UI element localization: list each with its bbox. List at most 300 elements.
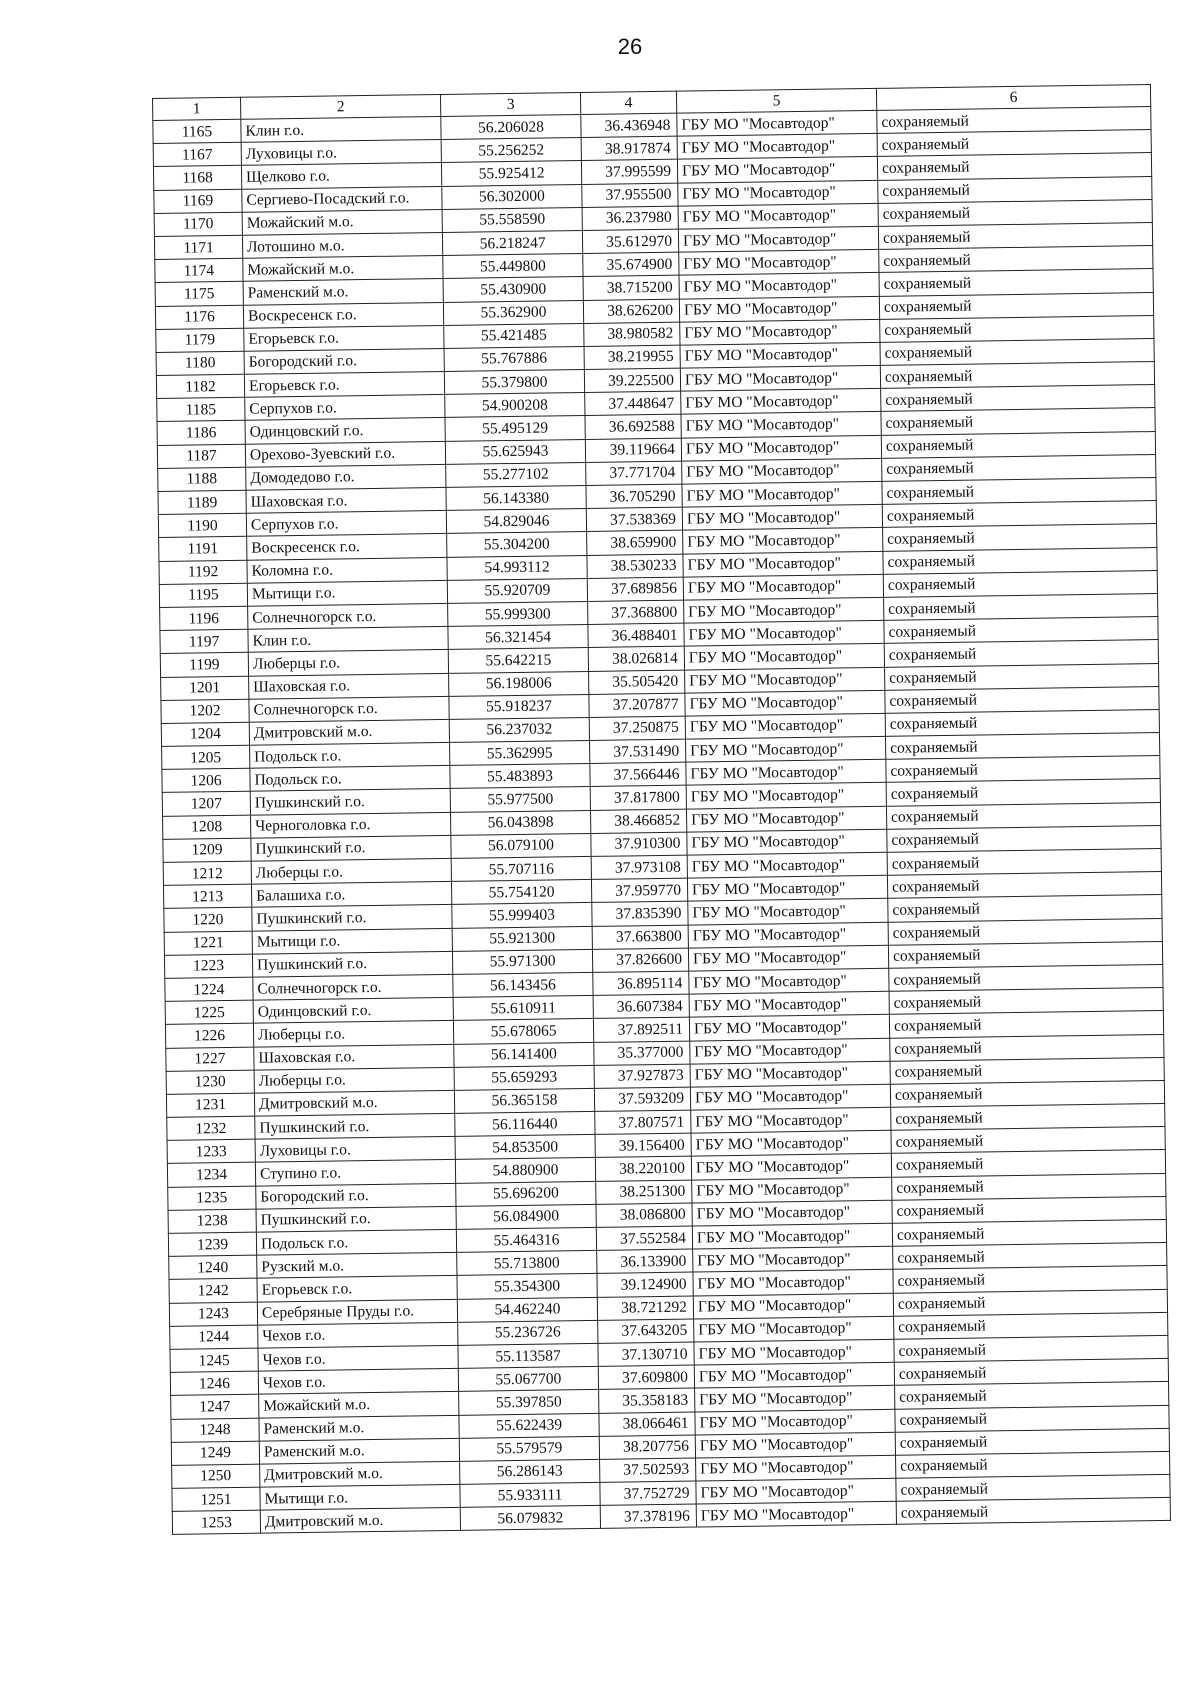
cell-latitude: 56.141400 xyxy=(454,1042,594,1067)
cell-municipality: Пушкинский г.о. xyxy=(252,905,452,931)
cell-longitude: 37.973108 xyxy=(591,855,687,880)
cell-municipality: Мытищи г.о. xyxy=(247,580,447,606)
header-col-5: 5 xyxy=(676,88,876,113)
cell-longitude: 35.612970 xyxy=(582,229,678,254)
cell-longitude: 37.663800 xyxy=(592,925,688,950)
cell-municipality: Серебряные Пруды г.о. xyxy=(257,1299,457,1325)
cell-latitude: 55.925412 xyxy=(441,161,581,186)
cell-municipality: Можайский м.о. xyxy=(259,1392,459,1418)
cell-row-number: 1199 xyxy=(160,653,248,677)
cell-status: сохраняемый xyxy=(878,176,1152,203)
cell-longitude: 39.156400 xyxy=(595,1133,691,1158)
cell-status: сохраняемый xyxy=(885,709,1159,736)
cell-latitude: 56.079832 xyxy=(460,1506,600,1531)
cell-municipality: Пушкинский г.о. xyxy=(252,951,452,977)
cell-row-number: 1192 xyxy=(159,560,247,584)
cell-status: сохраняемый xyxy=(884,640,1158,667)
cell-status: сохраняемый xyxy=(877,130,1151,157)
cell-latitude: 55.430900 xyxy=(443,277,583,302)
cell-latitude: 55.579579 xyxy=(459,1436,599,1461)
cell-latitude: 55.421485 xyxy=(444,323,584,348)
cell-status: сохраняемый xyxy=(878,199,1152,226)
cell-owner: ГБУ МО "Мосавтодор" xyxy=(687,829,887,855)
cell-owner: ГБУ МО "Мосавтодор" xyxy=(680,365,880,391)
cell-status: сохраняемый xyxy=(892,1219,1166,1246)
cell-row-number: 1182 xyxy=(156,374,244,398)
cell-row-number: 1189 xyxy=(158,490,246,514)
cell-longitude: 37.892511 xyxy=(593,1017,689,1042)
cell-status: сохраняемый xyxy=(886,779,1160,806)
cell-longitude: 36.607384 xyxy=(593,994,689,1019)
cell-owner: ГБУ МО "Мосавтодор" xyxy=(693,1270,893,1296)
cell-status: сохраняемый xyxy=(896,1498,1170,1525)
cell-row-number: 1175 xyxy=(155,282,243,306)
cell-municipality: Пушкинский г.о. xyxy=(251,835,451,861)
cell-latitude: 54.900208 xyxy=(445,393,585,418)
cell-owner: ГБУ МО "Мосавтодор" xyxy=(686,783,886,809)
cell-status: сохраняемый xyxy=(878,222,1152,249)
cell-owner: ГБУ МО "Мосавтодор" xyxy=(678,226,878,252)
cell-latitude: 55.483893 xyxy=(450,764,590,789)
cell-row-number: 1227 xyxy=(166,1047,254,1071)
cell-latitude: 55.495129 xyxy=(445,416,585,441)
cell-municipality: Раменский м.о. xyxy=(243,279,443,305)
cell-municipality: Подольск г.о. xyxy=(256,1229,456,1255)
cell-longitude: 37.955500 xyxy=(582,183,678,208)
cell-municipality: Мытищи г.о. xyxy=(260,1484,460,1510)
cell-owner: ГБУ МО "Мосавтодор" xyxy=(678,203,878,229)
cell-row-number: 1232 xyxy=(167,1116,255,1140)
cell-owner: ГБУ МО "Мосавтодор" xyxy=(695,1409,895,1435)
cell-status: сохраняемый xyxy=(880,315,1154,342)
cell-owner: ГБУ МО "Мосавтодор" xyxy=(684,620,884,646)
cell-row-number: 1188 xyxy=(158,467,246,491)
cell-status: сохраняемый xyxy=(882,454,1156,481)
cell-row-number: 1251 xyxy=(172,1487,260,1511)
cell-municipality: Луховицы г.о. xyxy=(255,1137,455,1163)
cell-status: сохраняемый xyxy=(887,825,1161,852)
cell-longitude: 38.466852 xyxy=(590,809,686,834)
data-table xyxy=(152,84,1171,1535)
cell-latitude: 56.321454 xyxy=(448,625,588,650)
cell-status: сохраняемый xyxy=(891,1127,1165,1154)
cell-latitude: 56.365158 xyxy=(454,1088,594,1113)
cell-longitude: 37.250875 xyxy=(589,716,685,741)
cell-longitude: 37.910300 xyxy=(591,832,687,857)
cell-owner: ГБУ МО "Мосавтодор" xyxy=(687,875,887,901)
cell-longitude: 37.927873 xyxy=(594,1064,690,1089)
cell-municipality: Можайский м.о. xyxy=(242,209,442,235)
cell-municipality: Сергиево-Посадский г.о. xyxy=(242,186,442,212)
cell-status: сохраняемый xyxy=(881,408,1155,435)
cell-municipality: Воскресенск г.о. xyxy=(243,302,443,328)
cell-longitude: 38.626200 xyxy=(583,299,679,324)
cell-row-number: 1204 xyxy=(161,722,249,746)
cell-owner: ГБУ МО "Мосавтодор" xyxy=(688,922,888,948)
cell-municipality: Лотошино м.о. xyxy=(242,232,442,258)
cell-status: сохраняемый xyxy=(877,153,1151,180)
cell-latitude: 55.277102 xyxy=(446,462,586,487)
cell-status: сохраняемый xyxy=(896,1451,1170,1478)
cell-status: сохраняемый xyxy=(890,1080,1164,1107)
cell-status: сохраняемый xyxy=(886,802,1160,829)
cell-row-number: 1234 xyxy=(167,1163,255,1187)
cell-municipality: Дмитровский м.о. xyxy=(260,1461,460,1487)
cell-owner: ГБУ МО "Мосавтодор" xyxy=(692,1200,892,1226)
cell-status: сохраняемый xyxy=(890,1057,1164,1084)
cell-longitude: 37.807571 xyxy=(595,1110,691,1135)
cell-municipality: Егорьевск г.о. xyxy=(244,372,444,398)
cell-owner: ГБУ МО "Мосавтодор" xyxy=(691,1131,891,1157)
page-number: 26 xyxy=(617,34,643,59)
cell-municipality: Егорьевск г.о. xyxy=(257,1276,457,1302)
cell-row-number: 1243 xyxy=(169,1302,257,1326)
cell-latitude: 55.696200 xyxy=(456,1181,596,1206)
cell-longitude: 37.771704 xyxy=(586,461,682,486)
cell-owner: ГБУ МО "Мосавтодор" xyxy=(681,412,881,438)
cell-owner: ГБУ МО "Мосавтодор" xyxy=(679,273,879,299)
cell-longitude: 35.377000 xyxy=(594,1041,690,1066)
cell-status: сохраняемый xyxy=(894,1312,1168,1339)
cell-status: сохраняемый xyxy=(884,593,1158,620)
cell-longitude: 39.225500 xyxy=(584,368,680,393)
cell-latitude: 55.933111 xyxy=(460,1482,600,1507)
cell-status: сохраняемый xyxy=(889,988,1163,1015)
cell-municipality: Солнечногорск г.о. xyxy=(253,974,453,1000)
cell-municipality: Дмитровский м.о. xyxy=(249,719,449,745)
cell-municipality: Дмитровский м.о. xyxy=(254,1090,454,1116)
cell-municipality: Шаховская г.о. xyxy=(249,673,449,699)
cell-latitude: 55.113587 xyxy=(458,1343,598,1368)
cell-status: сохраняемый xyxy=(887,872,1161,899)
cell-status: сохраняемый xyxy=(888,918,1162,945)
cell-owner: ГБУ МО "Мосавтодор" xyxy=(682,505,882,531)
cell-municipality: Богородский г.о. xyxy=(256,1183,456,1209)
cell-owner: ГБУ МО "Мосавтодор" xyxy=(680,342,880,368)
cell-row-number: 1206 xyxy=(162,768,250,792)
cell-row-number: 1196 xyxy=(160,606,248,630)
header-col-4: 4 xyxy=(580,91,676,114)
cell-owner: ГБУ МО "Мосавтодор" xyxy=(677,134,877,160)
cell-municipality: Чехов г.о. xyxy=(258,1345,458,1371)
cell-longitude: 36.237980 xyxy=(582,206,678,231)
cell-row-number: 1201 xyxy=(161,676,249,700)
cell-row-number: 1235 xyxy=(168,1186,256,1210)
header-col-2: 2 xyxy=(240,94,440,119)
cell-status: сохраняемый xyxy=(889,1011,1163,1038)
cell-row-number: 1168 xyxy=(153,166,241,190)
cell-row-number: 1242 xyxy=(169,1279,257,1303)
cell-municipality: Пушкинский г.о. xyxy=(255,1113,455,1139)
cell-longitude: 38.220100 xyxy=(595,1157,691,1182)
cell-municipality: Можайский м.о. xyxy=(243,256,443,282)
cell-status: сохраняемый xyxy=(887,848,1161,875)
cell-longitude: 37.566446 xyxy=(590,762,686,787)
cell-municipality: Шаховская г.о. xyxy=(246,487,446,513)
cell-longitude: 35.674900 xyxy=(583,252,679,277)
cell-longitude: 37.448647 xyxy=(585,391,681,416)
cell-owner: ГБУ МО "Мосавтодор" xyxy=(689,991,889,1017)
cell-latitude: 54.880900 xyxy=(455,1158,595,1183)
cell-row-number: 1248 xyxy=(171,1418,259,1442)
cell-owner: ГБУ МО "Мосавтодор" xyxy=(685,713,885,739)
cell-latitude: 56.286143 xyxy=(460,1459,600,1484)
cell-longitude: 36.692588 xyxy=(585,415,681,440)
cell-municipality: Чехов г.о. xyxy=(258,1322,458,1348)
cell-latitude: 55.610911 xyxy=(453,996,593,1021)
cell-latitude: 56.237032 xyxy=(449,717,589,742)
cell-status: сохраняемый xyxy=(894,1335,1168,1362)
cell-row-number: 1195 xyxy=(159,583,247,607)
cell-owner: ГБУ МО "Мосавтодор" xyxy=(681,435,881,461)
cell-row-number: 1165 xyxy=(153,119,241,143)
cell-latitude: 55.999403 xyxy=(452,903,592,928)
cell-owner: ГБУ МО "Мосавтодор" xyxy=(690,1084,890,1110)
cell-longitude: 38.721292 xyxy=(597,1296,693,1321)
cell-municipality: Одинцовский г.о. xyxy=(253,998,453,1024)
cell-owner: ГБУ МО "Мосавтодор" xyxy=(691,1154,891,1180)
cell-status: сохраняемый xyxy=(880,362,1154,389)
cell-owner: ГБУ МО "Мосавтодор" xyxy=(677,157,877,183)
cell-municipality: Люберцы г.о. xyxy=(251,858,451,884)
cell-status: сохраняемый xyxy=(893,1266,1167,1293)
cell-municipality: Воскресенск г.о. xyxy=(247,534,447,560)
cell-longitude: 38.659900 xyxy=(587,531,683,556)
cell-row-number: 1205 xyxy=(162,745,250,769)
cell-latitude: 56.302000 xyxy=(442,184,582,209)
cell-row-number: 1169 xyxy=(154,189,242,213)
cell-municipality: Коломна г.о. xyxy=(247,557,447,583)
cell-longitude: 39.119664 xyxy=(585,438,681,463)
cell-latitude: 56.143380 xyxy=(446,485,586,510)
cell-latitude: 55.707116 xyxy=(451,856,591,881)
cell-status: сохраняемый xyxy=(888,895,1162,922)
cell-longitude: 36.488401 xyxy=(588,623,684,648)
table-body xyxy=(153,107,1171,1535)
cell-row-number: 1244 xyxy=(170,1325,258,1349)
cell-latitude: 55.362995 xyxy=(450,741,590,766)
cell-owner: ГБУ МО "Мосавтодор" xyxy=(687,852,887,878)
cell-longitude: 38.086800 xyxy=(596,1203,692,1228)
cell-longitude: 37.538369 xyxy=(586,507,682,532)
cell-owner: ГБУ МО "Мосавтодор" xyxy=(688,899,888,925)
cell-row-number: 1225 xyxy=(165,1000,253,1024)
cell-longitude: 37.826600 xyxy=(592,948,688,973)
cell-municipality: Шаховская г.о. xyxy=(254,1044,454,1070)
cell-longitude: 38.715200 xyxy=(583,275,679,300)
cell-owner: ГБУ МО "Мосавтодор" xyxy=(691,1107,891,1133)
cell-municipality: Богородский г.о. xyxy=(244,348,444,374)
cell-owner: ГБУ МО "Мосавтодор" xyxy=(692,1177,892,1203)
cell-row-number: 1212 xyxy=(163,861,251,885)
cell-latitude: 55.767886 xyxy=(444,346,584,371)
cell-status: сохраняемый xyxy=(885,686,1159,713)
cell-status: сохраняемый xyxy=(879,246,1153,273)
cell-latitude: 55.625943 xyxy=(445,439,585,464)
cell-municipality: Дмитровский м.о. xyxy=(260,1508,460,1534)
cell-longitude: 38.251300 xyxy=(596,1180,692,1205)
cell-row-number: 1233 xyxy=(167,1139,255,1163)
cell-longitude: 35.505420 xyxy=(589,670,685,695)
cell-latitude: 55.920709 xyxy=(447,578,587,603)
cell-longitude: 37.207877 xyxy=(589,693,685,718)
cell-municipality: Серпухов г.о. xyxy=(245,395,445,421)
cell-row-number: 1230 xyxy=(166,1070,254,1094)
cell-longitude: 36.895114 xyxy=(593,971,689,996)
header-col-1: 1 xyxy=(153,97,241,120)
cell-latitude: 55.977500 xyxy=(450,787,590,812)
cell-latitude: 54.993112 xyxy=(447,555,587,580)
cell-row-number: 1223 xyxy=(164,954,252,978)
cell-owner: ГБУ МО "Мосавтодор" xyxy=(682,458,882,484)
cell-row-number: 1185 xyxy=(157,397,245,421)
cell-row-number: 1240 xyxy=(169,1255,257,1279)
cell-longitude: 39.124900 xyxy=(597,1272,693,1297)
cell-row-number: 1247 xyxy=(171,1394,259,1418)
cell-longitude: 36.133900 xyxy=(597,1249,693,1274)
cell-row-number: 1249 xyxy=(171,1441,259,1465)
cell-owner: ГБУ МО "Мосавтодор" xyxy=(686,736,886,762)
cell-owner: ГБУ МО "Мосавтодор" xyxy=(692,1223,892,1249)
cell-owner: ГБУ МО "Мосавтодор" xyxy=(682,481,882,507)
cell-longitude: 37.130710 xyxy=(598,1342,694,1367)
cell-longitude: 38.066461 xyxy=(599,1412,695,1437)
cell-municipality: Серпухов г.о. xyxy=(246,511,446,537)
cell-status: сохраняемый xyxy=(881,385,1155,412)
cell-owner: ГБУ МО "Мосавтодор" xyxy=(694,1362,894,1388)
cell-latitude: 55.067700 xyxy=(458,1367,598,1392)
cell-latitude: 55.754120 xyxy=(451,880,591,905)
cell-status: сохраняемый xyxy=(886,756,1160,783)
cell-municipality: Домодедово г.о. xyxy=(246,464,446,490)
cell-longitude: 37.643205 xyxy=(598,1319,694,1344)
cell-row-number: 1221 xyxy=(164,931,252,955)
cell-latitude: 55.678065 xyxy=(453,1019,593,1044)
cell-status: сохраняемый xyxy=(883,524,1157,551)
cell-row-number: 1190 xyxy=(158,513,246,537)
cell-municipality: Люберцы г.о. xyxy=(254,1067,454,1093)
cell-owner: ГБУ МО "Мосавтодор" xyxy=(685,690,885,716)
cell-latitude: 55.379800 xyxy=(444,370,584,395)
cell-row-number: 1170 xyxy=(154,212,242,236)
cell-status: сохраняемый xyxy=(892,1173,1166,1200)
cell-longitude: 38.530233 xyxy=(587,554,683,579)
cell-row-number: 1191 xyxy=(159,537,247,561)
cell-status: сохраняемый xyxy=(883,570,1157,597)
cell-row-number: 1231 xyxy=(166,1093,254,1117)
cell-latitude: 54.853500 xyxy=(455,1135,595,1160)
cell-row-number: 1174 xyxy=(155,258,243,282)
cell-municipality: Люберцы г.о. xyxy=(248,650,448,676)
cell-municipality: Пушкинский г.о. xyxy=(256,1206,456,1232)
cell-row-number: 1239 xyxy=(168,1232,256,1256)
cell-longitude: 37.752729 xyxy=(600,1481,696,1506)
cell-latitude: 55.622439 xyxy=(459,1413,599,1438)
cell-status: сохраняемый xyxy=(891,1104,1165,1131)
header-col-3: 3 xyxy=(440,93,580,117)
cell-row-number: 1186 xyxy=(157,421,245,445)
cell-latitude: 56.218247 xyxy=(442,230,582,255)
cell-longitude: 36.436948 xyxy=(581,113,677,138)
cell-owner: ГБУ МО "Мосавтодор" xyxy=(679,296,879,322)
cell-row-number: 1224 xyxy=(165,977,253,1001)
cell-owner: ГБУ МО "Мосавтодор" xyxy=(686,760,886,786)
cell-latitude: 56.206028 xyxy=(441,115,581,140)
cell-latitude: 54.462240 xyxy=(457,1297,597,1322)
cell-owner: ГБУ МО "Мосавтодор" xyxy=(694,1339,894,1365)
cell-row-number: 1220 xyxy=(164,908,252,932)
cell-status: сохраняемый xyxy=(894,1359,1168,1386)
cell-row-number: 1213 xyxy=(163,884,251,908)
cell-latitude: 55.362900 xyxy=(443,300,583,325)
cell-owner: ГБУ МО "Мосавтодор" xyxy=(696,1501,896,1527)
cell-municipality: Одинцовский г.о. xyxy=(245,418,445,444)
cell-municipality: Щелково г.о. xyxy=(241,163,441,189)
cell-owner: ГБУ МО "Мосавтодор" xyxy=(689,1015,889,1041)
cell-municipality: Раменский м.о. xyxy=(259,1415,459,1441)
cell-status: сохраняемый xyxy=(895,1428,1169,1455)
header-col-6: 6 xyxy=(876,85,1150,111)
cell-latitude: 55.971300 xyxy=(452,949,592,974)
cell-owner: ГБУ МО "Мосавтодор" xyxy=(694,1316,894,1342)
cell-municipality: Солнечногорск г.о. xyxy=(249,696,449,722)
table-container xyxy=(152,84,1170,1535)
cell-latitude: 56.079100 xyxy=(451,833,591,858)
cell-latitude: 55.236726 xyxy=(458,1320,598,1345)
cell-longitude: 37.817800 xyxy=(590,786,686,811)
cell-owner: ГБУ МО "Мосавтодор" xyxy=(677,110,877,136)
cell-owner: ГБУ МО "Мосавтодор" xyxy=(689,968,889,994)
cell-latitude: 55.921300 xyxy=(452,926,592,951)
cell-municipality: Чехов г.о. xyxy=(258,1368,458,1394)
cell-owner: ГБУ МО "Мосавтодор" xyxy=(686,806,886,832)
cell-row-number: 1179 xyxy=(156,328,244,352)
cell-municipality: Подольск г.о. xyxy=(250,742,450,768)
cell-owner: ГБУ МО "Мосавтодор" xyxy=(693,1293,893,1319)
cell-owner: ГБУ МО "Мосавтодор" xyxy=(683,551,883,577)
cell-longitude: 37.593209 xyxy=(594,1087,690,1112)
cell-latitude: 55.558590 xyxy=(442,207,582,232)
cell-status: сохраняемый xyxy=(888,941,1162,968)
cell-owner: ГБУ МО "Мосавтодор" xyxy=(695,1432,895,1458)
cell-row-number: 1253 xyxy=(172,1510,260,1534)
cell-status: сохраняемый xyxy=(883,547,1157,574)
cell-row-number: 1180 xyxy=(156,351,244,375)
cell-longitude: 38.026814 xyxy=(588,646,684,671)
cell-status: сохраняемый xyxy=(889,964,1163,991)
cell-row-number: 1250 xyxy=(172,1464,260,1488)
cell-owner: ГБУ МО "Мосавтодор" xyxy=(690,1038,890,1064)
cell-municipality: Клин г.о. xyxy=(248,627,448,653)
cell-owner: ГБУ МО "Мосавтодор" xyxy=(696,1455,896,1481)
cell-longitude: 37.552584 xyxy=(596,1226,692,1251)
cell-longitude: 37.835390 xyxy=(592,901,688,926)
cell-owner: ГБУ МО "Мосавтодор" xyxy=(679,249,879,275)
cell-latitude: 55.449800 xyxy=(443,254,583,279)
cell-status: сохраняемый xyxy=(893,1289,1167,1316)
cell-owner: ГБУ МО "Мосавтодор" xyxy=(681,389,881,415)
cell-municipality: Люберцы г.о. xyxy=(253,1021,453,1047)
cell-municipality: Балашиха г.о. xyxy=(251,882,451,908)
cell-municipality: Егорьевск г.о. xyxy=(244,325,444,351)
cell-latitude: 56.198006 xyxy=(449,671,589,696)
cell-latitude: 55.397850 xyxy=(459,1390,599,1415)
cell-status: сохраняемый xyxy=(879,269,1153,296)
cell-row-number: 1176 xyxy=(155,305,243,329)
cell-status: сохраняемый xyxy=(882,501,1156,528)
cell-status: сохраняемый xyxy=(879,292,1153,319)
cell-owner: ГБУ МО "Мосавтодор" xyxy=(685,667,885,693)
